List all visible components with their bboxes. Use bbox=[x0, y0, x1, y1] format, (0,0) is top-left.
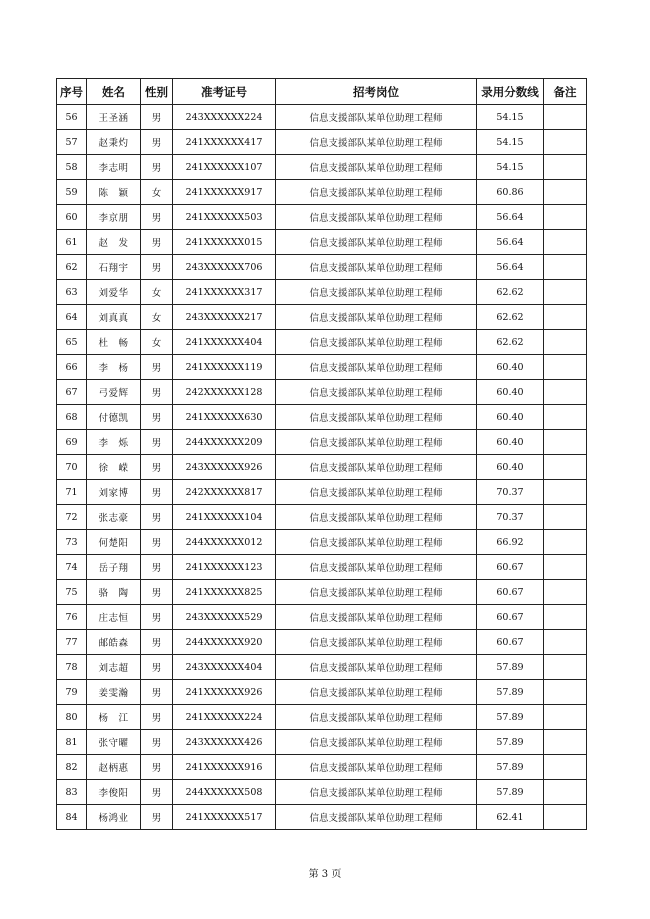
cell-name: 石翔宇 bbox=[87, 255, 141, 280]
cell-score: 60.67 bbox=[477, 580, 544, 605]
cell-seq: 72 bbox=[57, 505, 87, 530]
cell-exam-id: 241XXXXXX224 bbox=[173, 705, 276, 730]
table-row bbox=[57, 305, 587, 330]
table-row bbox=[57, 355, 587, 380]
cell-position: 信息支援部队某单位助理工程师 bbox=[276, 780, 477, 805]
cell-position: 信息支援部队某单位助理工程师 bbox=[276, 655, 477, 680]
cell-remark bbox=[544, 330, 587, 355]
cell-remark bbox=[544, 230, 587, 255]
cell-score: 54.15 bbox=[477, 105, 544, 130]
cell-position: 信息支援部队某单位助理工程师 bbox=[276, 455, 477, 480]
cell-remark bbox=[544, 680, 587, 705]
cell-gender: 男 bbox=[141, 755, 173, 780]
cell-score: 66.92 bbox=[477, 530, 544, 555]
cell-exam-id: 241XXXXXX417 bbox=[173, 130, 276, 155]
table-row bbox=[57, 480, 587, 505]
cell-exam-id: 242XXXXXX128 bbox=[173, 380, 276, 405]
cell-remark bbox=[544, 705, 587, 730]
cell-name: 刘爱华 bbox=[87, 280, 141, 305]
cell-gender: 男 bbox=[141, 530, 173, 555]
cell-position: 信息支援部队某单位助理工程师 bbox=[276, 380, 477, 405]
cell-remark bbox=[544, 805, 587, 830]
cell-score: 54.15 bbox=[477, 130, 544, 155]
cell-exam-id: 243XXXXXX426 bbox=[173, 730, 276, 755]
cell-score: 62.41 bbox=[477, 805, 544, 830]
cell-gender: 男 bbox=[141, 630, 173, 655]
cell-name: 陈 颖 bbox=[87, 180, 141, 205]
cell-name: 杨鸿业 bbox=[87, 805, 141, 830]
table-row bbox=[57, 580, 587, 605]
cell-remark bbox=[544, 605, 587, 630]
cell-name: 弓爱辉 bbox=[87, 380, 141, 405]
cell-score: 60.40 bbox=[477, 405, 544, 430]
cell-score: 60.86 bbox=[477, 180, 544, 205]
cell-seq: 66 bbox=[57, 355, 87, 380]
cell-score: 60.67 bbox=[477, 630, 544, 655]
cell-seq: 82 bbox=[57, 755, 87, 780]
cell-name: 骆 陶 bbox=[87, 580, 141, 605]
cell-remark bbox=[544, 505, 587, 530]
cell-gender: 男 bbox=[141, 780, 173, 805]
cell-gender: 女 bbox=[141, 280, 173, 305]
cell-position: 信息支援部队某单位助理工程师 bbox=[276, 230, 477, 255]
cell-seq: 77 bbox=[57, 630, 87, 655]
cell-score: 56.64 bbox=[477, 255, 544, 280]
cell-seq: 70 bbox=[57, 455, 87, 480]
cell-gender: 男 bbox=[141, 130, 173, 155]
table-row bbox=[57, 455, 587, 480]
cell-position: 信息支援部队某单位助理工程师 bbox=[276, 355, 477, 380]
cell-position: 信息支援部队某单位助理工程师 bbox=[276, 255, 477, 280]
cell-position: 信息支援部队某单位助理工程师 bbox=[276, 330, 477, 355]
cell-score: 60.67 bbox=[477, 555, 544, 580]
table-row bbox=[57, 530, 587, 555]
cell-score: 57.89 bbox=[477, 730, 544, 755]
cell-score: 60.40 bbox=[477, 380, 544, 405]
cell-name: 杜 畅 bbox=[87, 330, 141, 355]
table-row bbox=[57, 105, 587, 130]
cell-name: 何楚阳 bbox=[87, 530, 141, 555]
cell-exam-id: 241XXXXXX630 bbox=[173, 405, 276, 430]
cell-score: 60.40 bbox=[477, 355, 544, 380]
cell-name: 刘家博 bbox=[87, 480, 141, 505]
cell-position: 信息支援部队某单位助理工程师 bbox=[276, 580, 477, 605]
cell-name: 赵柄惠 bbox=[87, 755, 141, 780]
cell-name: 张守曜 bbox=[87, 730, 141, 755]
cell-gender: 男 bbox=[141, 730, 173, 755]
cell-gender: 男 bbox=[141, 480, 173, 505]
cell-exam-id: 241XXXXXX123 bbox=[173, 555, 276, 580]
cell-name: 李 杨 bbox=[87, 355, 141, 380]
cell-position: 信息支援部队某单位助理工程师 bbox=[276, 730, 477, 755]
table-row bbox=[57, 755, 587, 780]
cell-seq: 62 bbox=[57, 255, 87, 280]
header-remark: 备注 bbox=[544, 79, 587, 105]
table-row bbox=[57, 430, 587, 455]
cell-position: 信息支援部队某单位助理工程师 bbox=[276, 505, 477, 530]
cell-exam-id: 244XXXXXX920 bbox=[173, 630, 276, 655]
cell-remark bbox=[544, 755, 587, 780]
cell-name: 李 烁 bbox=[87, 430, 141, 455]
cell-gender: 男 bbox=[141, 255, 173, 280]
cell-gender: 男 bbox=[141, 380, 173, 405]
cell-remark bbox=[544, 280, 587, 305]
cell-score: 60.40 bbox=[477, 455, 544, 480]
cell-position: 信息支援部队某单位助理工程师 bbox=[276, 630, 477, 655]
cell-position: 信息支援部队某单位助理工程师 bbox=[276, 305, 477, 330]
cell-gender: 男 bbox=[141, 680, 173, 705]
table-row bbox=[57, 255, 587, 280]
table-header-row bbox=[57, 79, 587, 105]
header-position: 招考岗位 bbox=[276, 79, 477, 105]
cell-gender: 男 bbox=[141, 605, 173, 630]
cell-name: 岳子翔 bbox=[87, 555, 141, 580]
table-row bbox=[57, 230, 587, 255]
table-row bbox=[57, 280, 587, 305]
cell-exam-id: 241XXXXXX317 bbox=[173, 280, 276, 305]
cell-score: 57.89 bbox=[477, 655, 544, 680]
table-row bbox=[57, 805, 587, 830]
cell-seq: 74 bbox=[57, 555, 87, 580]
cell-seq: 75 bbox=[57, 580, 87, 605]
cell-name: 邮皓森 bbox=[87, 630, 141, 655]
cell-seq: 73 bbox=[57, 530, 87, 555]
cell-gender: 男 bbox=[141, 205, 173, 230]
cell-gender: 女 bbox=[141, 330, 173, 355]
cell-position: 信息支援部队某单位助理工程师 bbox=[276, 180, 477, 205]
cell-exam-id: 243XXXXXX926 bbox=[173, 455, 276, 480]
cell-name: 徐 嵘 bbox=[87, 455, 141, 480]
cell-position: 信息支援部队某单位助理工程师 bbox=[276, 680, 477, 705]
cell-score: 62.62 bbox=[477, 305, 544, 330]
cell-score: 62.62 bbox=[477, 280, 544, 305]
cell-seq: 63 bbox=[57, 280, 87, 305]
cell-gender: 男 bbox=[141, 430, 173, 455]
cell-name: 刘志超 bbox=[87, 655, 141, 680]
table-row bbox=[57, 180, 587, 205]
cell-exam-id: 243XXXXXX706 bbox=[173, 255, 276, 280]
cell-score: 54.15 bbox=[477, 155, 544, 180]
cell-remark bbox=[544, 255, 587, 280]
cell-gender: 男 bbox=[141, 655, 173, 680]
cell-position: 信息支援部队某单位助理工程师 bbox=[276, 430, 477, 455]
cell-gender: 男 bbox=[141, 355, 173, 380]
cell-position: 信息支援部队某单位助理工程师 bbox=[276, 755, 477, 780]
table-row bbox=[57, 505, 587, 530]
cell-exam-id: 241XXXXXX107 bbox=[173, 155, 276, 180]
cell-seq: 81 bbox=[57, 730, 87, 755]
header-gender: 性别 bbox=[141, 79, 173, 105]
cell-exam-id: 244XXXXXX508 bbox=[173, 780, 276, 805]
cell-score: 56.64 bbox=[477, 230, 544, 255]
table-row bbox=[57, 705, 587, 730]
cell-seq: 56 bbox=[57, 105, 87, 130]
cell-name: 付德凯 bbox=[87, 405, 141, 430]
cell-exam-id: 241XXXXXX503 bbox=[173, 205, 276, 230]
cell-score: 57.89 bbox=[477, 755, 544, 780]
cell-gender: 男 bbox=[141, 580, 173, 605]
cell-position: 信息支援部队某单位助理工程师 bbox=[276, 805, 477, 830]
cell-exam-id: 241XXXXXX517 bbox=[173, 805, 276, 830]
candidate-table bbox=[56, 78, 587, 830]
cell-exam-id: 241XXXXXX825 bbox=[173, 580, 276, 605]
cell-seq: 59 bbox=[57, 180, 87, 205]
cell-seq: 57 bbox=[57, 130, 87, 155]
cell-position: 信息支援部队某单位助理工程师 bbox=[276, 480, 477, 505]
cell-exam-id: 241XXXXXX119 bbox=[173, 355, 276, 380]
cell-seq: 65 bbox=[57, 330, 87, 355]
cell-exam-id: 244XXXXXX209 bbox=[173, 430, 276, 455]
cell-remark bbox=[544, 430, 587, 455]
cell-exam-id: 241XXXXXX926 bbox=[173, 680, 276, 705]
cell-seq: 78 bbox=[57, 655, 87, 680]
cell-gender: 男 bbox=[141, 455, 173, 480]
cell-gender: 男 bbox=[141, 105, 173, 130]
cell-name: 王圣涵 bbox=[87, 105, 141, 130]
cell-seq: 60 bbox=[57, 205, 87, 230]
cell-gender: 女 bbox=[141, 305, 173, 330]
cell-name: 张志豪 bbox=[87, 505, 141, 530]
cell-exam-id: 243XXXXXX404 bbox=[173, 655, 276, 680]
cell-position: 信息支援部队某单位助理工程师 bbox=[276, 130, 477, 155]
cell-remark bbox=[544, 130, 587, 155]
table-row bbox=[57, 380, 587, 405]
table-row bbox=[57, 155, 587, 180]
cell-seq: 83 bbox=[57, 780, 87, 805]
cell-remark bbox=[544, 405, 587, 430]
cell-exam-id: 241XXXXXX015 bbox=[173, 230, 276, 255]
cell-remark bbox=[544, 630, 587, 655]
cell-gender: 男 bbox=[141, 705, 173, 730]
table-row bbox=[57, 130, 587, 155]
cell-gender: 男 bbox=[141, 230, 173, 255]
cell-position: 信息支援部队某单位助理工程师 bbox=[276, 605, 477, 630]
cell-exam-id: 241XXXXXX104 bbox=[173, 505, 276, 530]
cell-remark bbox=[544, 530, 587, 555]
cell-remark bbox=[544, 305, 587, 330]
table-row bbox=[57, 405, 587, 430]
table-row bbox=[57, 680, 587, 705]
cell-name: 杨 江 bbox=[87, 705, 141, 730]
cell-score: 62.62 bbox=[477, 330, 544, 355]
cell-name: 李志明 bbox=[87, 155, 141, 180]
cell-seq: 64 bbox=[57, 305, 87, 330]
table-body bbox=[57, 105, 587, 830]
cell-remark bbox=[544, 205, 587, 230]
cell-exam-id: 244XXXXXX012 bbox=[173, 530, 276, 555]
table-row bbox=[57, 555, 587, 580]
cell-exam-id: 241XXXXXX404 bbox=[173, 330, 276, 355]
cell-score: 57.89 bbox=[477, 705, 544, 730]
cell-gender: 女 bbox=[141, 180, 173, 205]
cell-remark bbox=[544, 580, 587, 605]
table-row bbox=[57, 780, 587, 805]
cell-score: 57.89 bbox=[477, 680, 544, 705]
cell-position: 信息支援部队某单位助理工程师 bbox=[276, 205, 477, 230]
cell-exam-id: 243XXXXXX224 bbox=[173, 105, 276, 130]
table-row bbox=[57, 330, 587, 355]
cell-name: 庄志恒 bbox=[87, 605, 141, 630]
cell-remark bbox=[544, 780, 587, 805]
cell-exam-id: 243XXXXXX217 bbox=[173, 305, 276, 330]
table-row bbox=[57, 655, 587, 680]
cell-name: 李京朋 bbox=[87, 205, 141, 230]
cell-gender: 男 bbox=[141, 155, 173, 180]
cell-exam-id: 243XXXXXX529 bbox=[173, 605, 276, 630]
cell-remark bbox=[544, 155, 587, 180]
cell-seq: 68 bbox=[57, 405, 87, 430]
cell-remark bbox=[544, 180, 587, 205]
cell-seq: 71 bbox=[57, 480, 87, 505]
cell-remark bbox=[544, 355, 587, 380]
cell-position: 信息支援部队某单位助理工程师 bbox=[276, 280, 477, 305]
cell-score: 60.40 bbox=[477, 430, 544, 455]
cell-seq: 79 bbox=[57, 680, 87, 705]
cell-position: 信息支援部队某单位助理工程师 bbox=[276, 405, 477, 430]
cell-score: 57.89 bbox=[477, 780, 544, 805]
page-number: 第 3 页 bbox=[308, 869, 342, 880]
cell-gender: 男 bbox=[141, 405, 173, 430]
cell-seq: 80 bbox=[57, 705, 87, 730]
cell-seq: 61 bbox=[57, 230, 87, 255]
cell-exam-id: 241XXXXXX916 bbox=[173, 755, 276, 780]
cell-exam-id: 242XXXXXX817 bbox=[173, 480, 276, 505]
cell-position: 信息支援部队某单位助理工程师 bbox=[276, 155, 477, 180]
cell-seq: 69 bbox=[57, 430, 87, 455]
cell-remark bbox=[544, 480, 587, 505]
cell-name: 刘真真 bbox=[87, 305, 141, 330]
cell-remark bbox=[544, 730, 587, 755]
cell-gender: 男 bbox=[141, 555, 173, 580]
cell-gender: 男 bbox=[141, 805, 173, 830]
header-score: 录用分数线 bbox=[477, 79, 544, 105]
cell-seq: 84 bbox=[57, 805, 87, 830]
header-exam-id: 准考证号 bbox=[173, 79, 276, 105]
cell-name: 赵 发 bbox=[87, 230, 141, 255]
header-name: 姓名 bbox=[87, 79, 141, 105]
table-row bbox=[57, 205, 587, 230]
cell-name: 李俊阳 bbox=[87, 780, 141, 805]
cell-remark bbox=[544, 105, 587, 130]
cell-position: 信息支援部队某单位助理工程师 bbox=[276, 555, 477, 580]
cell-score: 56.64 bbox=[477, 205, 544, 230]
table-row bbox=[57, 730, 587, 755]
table-row bbox=[57, 630, 587, 655]
cell-position: 信息支援部队某单位助理工程师 bbox=[276, 530, 477, 555]
cell-remark bbox=[544, 380, 587, 405]
cell-exam-id: 241XXXXXX917 bbox=[173, 180, 276, 205]
table-row bbox=[57, 605, 587, 630]
cell-position: 信息支援部队某单位助理工程师 bbox=[276, 105, 477, 130]
cell-score: 60.67 bbox=[477, 605, 544, 630]
cell-name: 姜雯瀚 bbox=[87, 680, 141, 705]
cell-remark bbox=[544, 455, 587, 480]
cell-seq: 58 bbox=[57, 155, 87, 180]
cell-name: 赵秉灼 bbox=[87, 130, 141, 155]
cell-remark bbox=[544, 555, 587, 580]
cell-gender: 男 bbox=[141, 505, 173, 530]
cell-score: 70.37 bbox=[477, 505, 544, 530]
cell-position: 信息支援部队某单位助理工程师 bbox=[276, 705, 477, 730]
cell-remark bbox=[544, 655, 587, 680]
cell-score: 70.37 bbox=[477, 480, 544, 505]
cell-seq: 67 bbox=[57, 380, 87, 405]
cell-seq: 76 bbox=[57, 605, 87, 630]
header-seq: 序号 bbox=[57, 79, 87, 105]
